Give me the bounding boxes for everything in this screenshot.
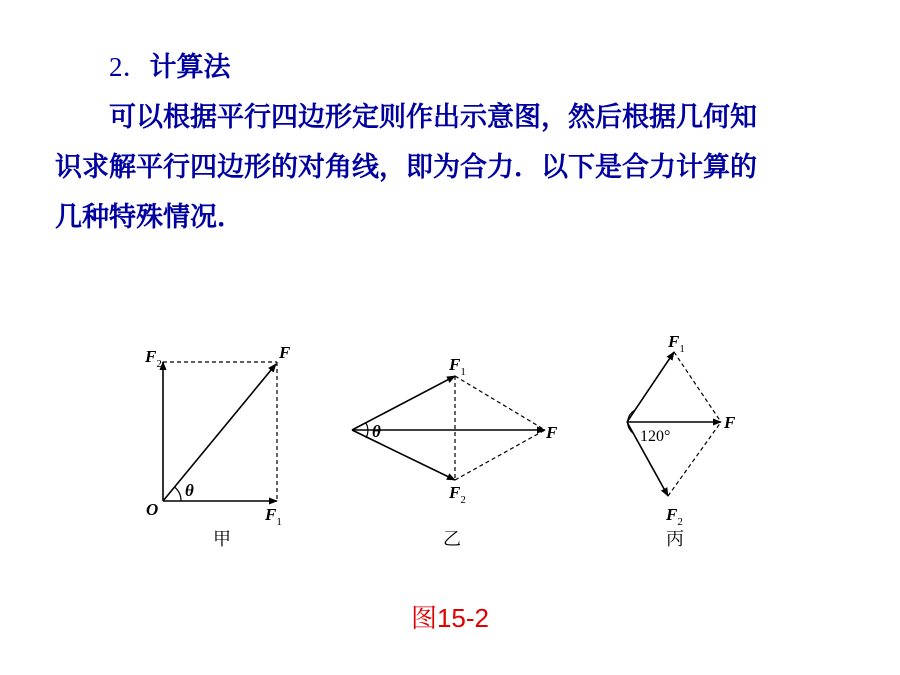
jia-label-f: F: [279, 343, 291, 362]
yi-dash-lower: [455, 430, 545, 480]
yi-label-f1: $F_1$: [449, 355, 466, 378]
diagram-bing: [627, 332, 736, 550]
yi-label-f: F: [546, 423, 558, 442]
section-number: 2．: [109, 52, 150, 82]
jia-label-f1: $F_1$: [265, 505, 282, 528]
paragraph-line-2: 识求解平行四边形的对角线，即为合力．以下是合力计算的: [55, 152, 757, 183]
paragraph-line-1: 可以根据平行四边形定则作出示意图，然后根据几何知: [109, 102, 757, 133]
paragraph-line-3: 几种特殊情况．: [55, 202, 244, 233]
yi-caption: 乙: [443, 529, 461, 550]
yi-f1-arrow: [352, 376, 455, 430]
jia-angle-arc: [175, 487, 182, 501]
section-title: 计算法: [149, 52, 231, 83]
bing-label-f2: $F_2$: [666, 505, 683, 528]
jia-f-arrow: [163, 364, 276, 501]
bing-caption: 丙: [666, 529, 684, 550]
bing-label-f: F: [724, 413, 736, 432]
jia-label-o: O: [146, 500, 159, 519]
figure-caption: 图15-2: [410, 603, 490, 633]
diagram-yi: [352, 355, 558, 550]
diagram-jia: [144, 343, 291, 550]
jia-label-theta: θ: [185, 481, 194, 500]
bing-label-f1: $F_1$: [668, 332, 685, 355]
jia-label-f2: $F_2$: [145, 347, 162, 370]
yi-label-f2: $F_2$: [449, 483, 466, 506]
yi-label-theta: θ: [372, 422, 381, 441]
yi-dash-upper: [455, 376, 545, 430]
bing-f1-arrow: [627, 352, 674, 422]
jia-caption: 甲: [213, 529, 231, 550]
yi-f2-arrow: [352, 430, 455, 480]
bing-label-angle: 120°: [640, 428, 671, 445]
bing-dash-upper: [674, 352, 721, 422]
bing-dash-lower: [668, 422, 721, 496]
